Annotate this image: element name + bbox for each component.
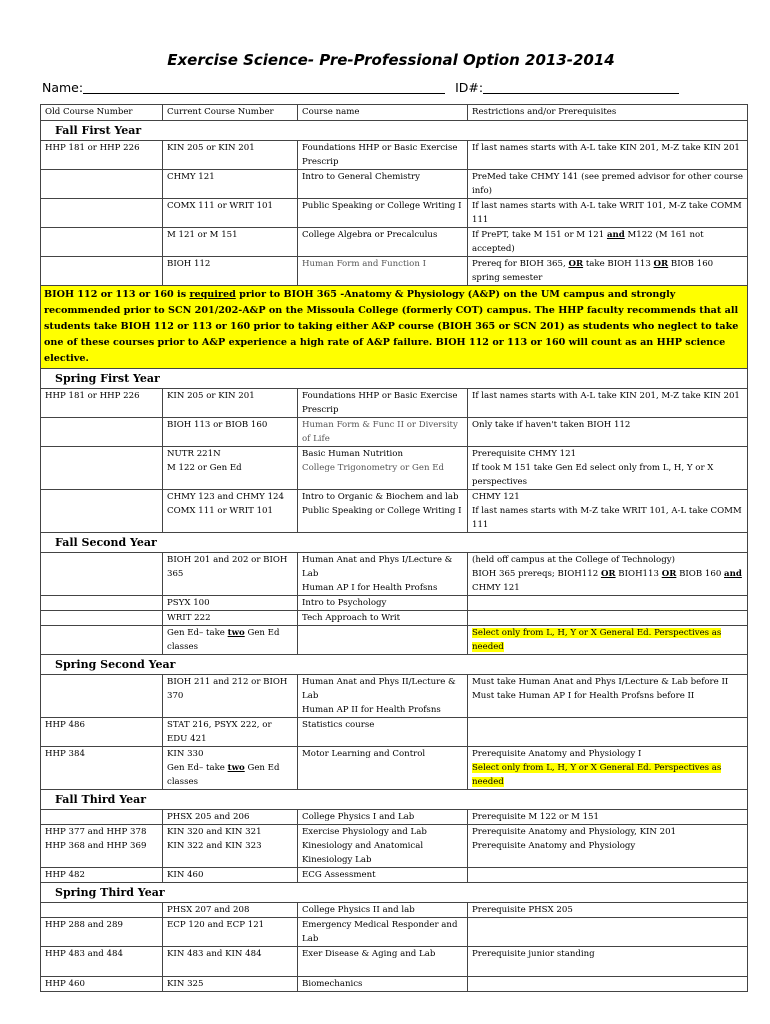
restriction: Select only from L, H, Y or X General Ed. Perspectives as needed [468, 626, 748, 655]
table-row [41, 868, 748, 883]
restriction: Prerequisite junior standing [468, 947, 748, 977]
course-name: Biomechanics [298, 977, 468, 992]
restriction: If last names starts with A-L take KIN 201, M-Z take KIN 201 [468, 389, 748, 418]
current-course: KIN 460 [163, 868, 298, 883]
table-row [41, 675, 748, 718]
restriction: Prerequisite CHMY 121 [468, 447, 748, 462]
table-row [41, 170, 748, 199]
table-row [41, 490, 748, 505]
current-course: PSYX 100 [163, 596, 298, 611]
header-old: Old Course Number [41, 105, 163, 121]
course-table [40, 104, 748, 992]
header-current: Current Course Number [163, 105, 298, 121]
table-row [41, 903, 748, 918]
section-header [41, 533, 748, 553]
current-course: BIOH 113 or BIOB 160 [163, 418, 298, 447]
id-label: ID#: [455, 80, 484, 95]
course-name: Public Speaking or College Writing I [298, 504, 468, 533]
old-course: HHP 486 [41, 718, 163, 747]
table-header-row [41, 105, 748, 121]
section-title: Fall Third Year [41, 790, 748, 810]
restriction: (held off campus at the College of Technology) BIOH 365 prereqs; BIOH112 OR BIOH113 OR BIOB 160 and CHMY 121 [468, 553, 748, 596]
old-course: HHP 483 and 484 [41, 947, 163, 977]
current-course: BIOH 211 and 212 or BIOH 370 [163, 675, 298, 718]
course-name: Foundations HHP or Basic Exercise Prescrip [298, 141, 468, 170]
table-row [41, 504, 748, 533]
restriction: Prerequisite Anatomy and Physiology, KIN 201 [468, 825, 748, 840]
current-course: COMX 111 or WRIT 101 [163, 504, 298, 533]
table-row [41, 418, 748, 447]
name-id-row [42, 80, 742, 104]
restriction: Prerequisite M 122 or M 151 [468, 810, 748, 825]
restriction: If last names starts with M-Z take WRIT 101, A-L take COMM 111 [468, 504, 748, 533]
old-course: HHP 368 and HHP 369 [41, 839, 163, 868]
table-row [41, 918, 748, 947]
restriction: If took M 151 take Gen Ed select only from L, H, Y or X perspectives [468, 461, 748, 490]
current-course: M 121 or M 151 [163, 228, 298, 257]
table-row [41, 611, 748, 626]
current-course: KIN 483 and KIN 484 [163, 947, 298, 977]
current-course: NUTR 221N [163, 447, 298, 462]
current-course: COMX 111 or WRIT 101 [163, 199, 298, 228]
course-name: Foundations HHP or Basic Exercise Prescrip [298, 389, 468, 418]
course-name: Public Speaking or College Writing I [298, 199, 468, 228]
old-course: HHP 181 or HHP 226 [41, 389, 163, 418]
current-course: KIN 320 and KIN 321 [163, 825, 298, 840]
course-name: College Physics II and lab [298, 903, 468, 918]
header-name: Course name [298, 105, 468, 121]
course-name: Intro to Psychology [298, 596, 468, 611]
table-row [41, 718, 748, 747]
anatomy-physiology-notice: BIOH 112 or 113 or 160 is required prior to BIOH 365 -Anatomy & Physiology (A&P) on the UM campus and strongly recommended prior to SCN 201/202-A&P on the Missoula College (formerly COT) campus. The HHP faculty recommends that all students take BIOH 112 or 113 or 160 prior to taking either A&P course (BIOH 365 or SCN 201) as students who neglect to take one of these courses prior to A&P experience a high rate of A&P failure. BIOH 112 or 113 or 160 will count as an HHP science elective. [41, 286, 748, 369]
table-row [41, 977, 748, 992]
section-title: Spring Third Year [41, 883, 748, 903]
course-name: Tech Approach to Writ [298, 611, 468, 626]
old-course: HHP 377 and HHP 378 [41, 825, 163, 840]
course-name: College Algebra or Precalculus [298, 228, 468, 257]
table-row [41, 553, 748, 596]
restriction: If PrePT, take M 151 or M 121 and M122 (M 161 not accepted) [468, 228, 748, 257]
current-course: BIOH 201 and 202 or BIOH 365 [163, 553, 298, 596]
table-row [41, 626, 748, 655]
section-header [41, 121, 748, 141]
table-row [41, 461, 748, 490]
current-course: STAT 216, PSYX 222, or EDU 421 [163, 718, 298, 747]
table-row [41, 141, 748, 170]
course-name: Human Form & Func II or Diversity of Life [298, 418, 468, 447]
current-course: KIN 325 [163, 977, 298, 992]
name-field[interactable] [83, 93, 445, 94]
old-course: HHP 384 [41, 747, 163, 762]
table-row [41, 199, 748, 228]
restriction: Prereq for BIOH 365, OR take BIOH 113 OR BIOB 160 spring semester [468, 257, 748, 286]
restriction: Only take if haven't taken BIOH 112 [468, 418, 748, 447]
section-title: Spring First Year [41, 369, 748, 389]
restriction: PreMed take CHMY 141 (see premed advisor for other course info) [468, 170, 748, 199]
section-title: Spring Second Year [41, 655, 748, 675]
header-restrictions: Restrictions and/or Prerequisites [468, 105, 748, 121]
course-name: Emergency Medical Responder and Lab [298, 918, 468, 947]
section-header [41, 883, 748, 903]
table-row [41, 389, 748, 418]
current-course: Gen Ed– take two Gen Ed classes [163, 626, 298, 655]
current-course: ECP 120 and ECP 121 [163, 918, 298, 947]
table-row [41, 761, 748, 790]
table-row [41, 596, 748, 611]
course-name: College Physics I and Lab [298, 810, 468, 825]
restriction: CHMY 121 [468, 490, 748, 505]
current-course: KIN 205 or KIN 201 [163, 141, 298, 170]
section-title: Fall Second Year [41, 533, 748, 553]
course-name: Motor Learning and Control [298, 747, 468, 762]
table-row [41, 228, 748, 257]
restriction: Prerequisite Anatomy and Physiology [468, 839, 748, 868]
current-course: M 122 or Gen Ed [163, 461, 298, 490]
course-name: Human Form and Function I [298, 257, 468, 286]
section-header [41, 790, 748, 810]
old-course: HHP 482 [41, 868, 163, 883]
course-name: Exer Disease & Aging and Lab [298, 947, 468, 977]
table-row [41, 747, 748, 762]
section-title: Fall First Year [41, 121, 748, 141]
course-name: ECG Assessment [298, 868, 468, 883]
course-name: College Trigonometry or Gen Ed [298, 461, 468, 490]
current-course: WRIT 222 [163, 611, 298, 626]
course-name: Intro to Organic & Biochem and lab [298, 490, 468, 505]
current-course: PHSX 207 and 208 [163, 903, 298, 918]
document-title: Exercise Science- Pre-Professional Option 2013-2014 [167, 51, 615, 69]
current-course: CHMY 123 and CHMY 124 [163, 490, 298, 505]
table-row [41, 825, 748, 840]
current-course: KIN 205 or KIN 201 [163, 389, 298, 418]
notice-row [41, 286, 748, 369]
restriction: Must take Human Anat and Phys I/Lecture & Lab before II Must take Human AP I for Health Profsns before II [468, 675, 748, 718]
course-name: Statistics course [298, 718, 468, 747]
current-course: PHSX 205 and 206 [163, 810, 298, 825]
course-name: Kinesiology and Anatomical Kinesiology Lab [298, 839, 468, 868]
course-name: Exercise Physiology and Lab [298, 825, 468, 840]
restriction: Select only from L, H, Y or X General Ed. Perspectives as needed [468, 761, 748, 790]
course-name: Intro to General Chemistry [298, 170, 468, 199]
table-row [41, 257, 748, 286]
restriction: If last names starts with A-L take WRIT 101, M-Z take COMM 111 [468, 199, 748, 228]
course-name: Human Anat and Phys I/Lecture & Lab Human AP I for Health Profsns [298, 553, 468, 596]
current-course: CHMY 121 [163, 170, 298, 199]
restriction: Prerequisite Anatomy and Physiology I [468, 747, 748, 762]
restriction: If last names starts with A-L take KIN 201, M-Z take KIN 201 [468, 141, 748, 170]
table-row [41, 947, 748, 977]
current-course: KIN 322 and KIN 323 [163, 839, 298, 868]
restriction: Prerequisite PHSX 205 [468, 903, 748, 918]
old-course: HHP 460 [41, 977, 163, 992]
id-field[interactable] [483, 93, 679, 94]
table-row [41, 839, 748, 868]
table-row [41, 447, 748, 462]
current-course: KIN 330 [163, 747, 298, 762]
current-course: BIOH 112 [163, 257, 298, 286]
old-course: HHP 181 or HHP 226 [41, 141, 163, 170]
section-header [41, 655, 748, 675]
current-course: Gen Ed– take two Gen Ed classes [163, 761, 298, 790]
old-course: HHP 288 and 289 [41, 918, 163, 947]
name-label: Name: [42, 80, 84, 95]
course-name: Basic Human Nutrition [298, 447, 468, 462]
table-row [41, 810, 748, 825]
section-header [41, 369, 748, 389]
course-name: Human Anat and Phys II/Lecture & Lab Human AP II for Health Profsns [298, 675, 468, 718]
